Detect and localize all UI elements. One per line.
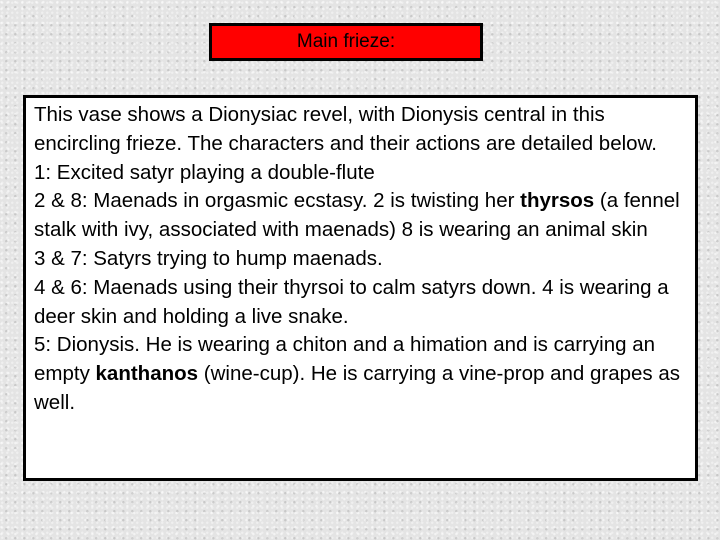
- term-thyrsos: thyrsos: [520, 189, 595, 213]
- content-box: [23, 95, 698, 481]
- title-box: [209, 23, 483, 61]
- item-4-6: 4 & 6: Maenads using their thyrsoi to calm satyrs down. 4 is wearing a deer skin and holding a live snake.: [34, 275, 669, 328]
- term-kanthanos: kanthanos: [95, 362, 199, 386]
- item-1: 1: Excited satyr playing a double-flute: [34, 160, 375, 184]
- item-2-8-text-start: 2 & 8: Maenads in orgasmic ecstasy. 2 is twisting her: [34, 189, 521, 213]
- slide-title: Main frieze:: [296, 31, 396, 52]
- item-5: [34, 331, 691, 417]
- item-5-text-end: (wine-cup). He is carrying a vine-prop and grapes as well.: [34, 362, 681, 414]
- item-3-7: 3 & 7: Satyrs trying to hump maenads.: [34, 246, 383, 270]
- item-2-8-text-end: (a fennel stalk with ivy, associated with maenads) 8 is wearing an animal skin: [34, 189, 680, 242]
- item-5-text-start: 5: Dionysis. He is wearing a chiton and a himation and is carrying an empty: [34, 333, 656, 386]
- intro-paragraph: This vase shows a Dionysiac revel, with Dionysis central in this encircling frieze. The characters and their actions are detailed below.: [34, 103, 657, 155]
- item-2-8: [34, 187, 691, 245]
